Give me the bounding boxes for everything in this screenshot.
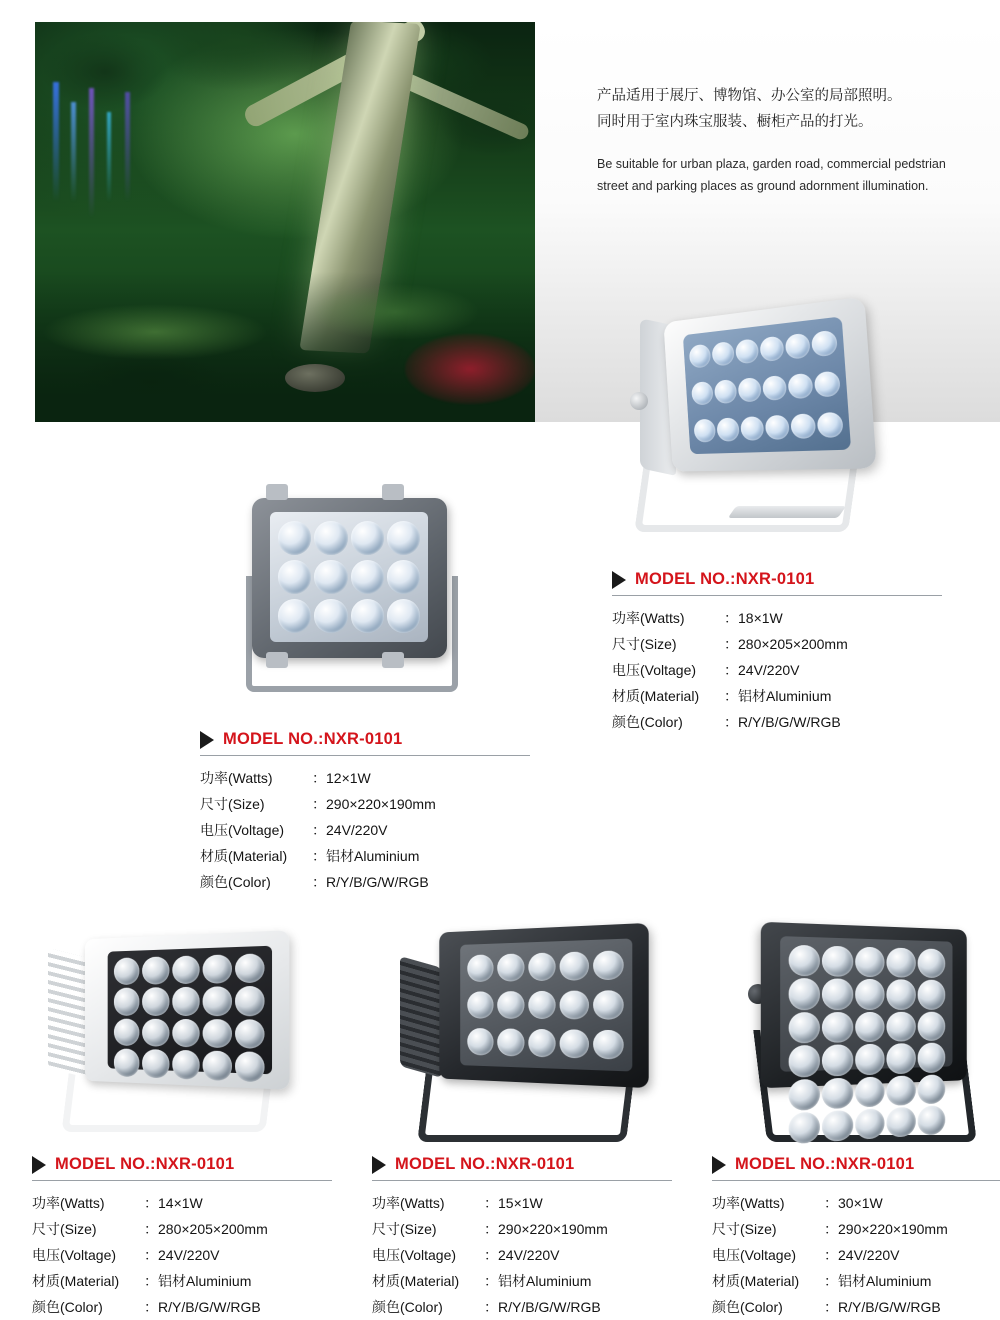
spec-label-voltage: 电压(Voltage) (200, 822, 285, 838)
product-image-30w (742, 918, 977, 1143)
table-row (200, 791, 436, 817)
product-image-12w (232, 480, 472, 710)
lamp-tab (266, 484, 288, 500)
spec-label-size: 尺寸(Size) (712, 1221, 777, 1237)
lamp-led-panel (460, 938, 632, 1071)
spec-value-voltage: 24V/220V (738, 662, 800, 678)
spec-colon: ： (824, 1195, 838, 1211)
lamp-led-panel (780, 936, 952, 1072)
spec-label-watts: 功率(Watts) (32, 1195, 105, 1211)
table-row (712, 1268, 948, 1294)
spec-value-voltage: 24V/220V (498, 1247, 560, 1263)
spec-value-color: R/Y/B/G/W/RGB (498, 1299, 601, 1315)
divider (712, 1180, 1000, 1181)
lamp-foot (728, 506, 846, 518)
spec-label-voltage: 电压(Voltage) (32, 1247, 117, 1263)
table-row (612, 709, 848, 735)
table-row (32, 1242, 268, 1268)
spec-value-color: R/Y/B/G/W/RGB (158, 1299, 261, 1315)
table-row (712, 1242, 948, 1268)
spec-value-material: 铝材Aluminium (838, 1273, 932, 1289)
spec-colon: ： (144, 1247, 158, 1263)
intro-chinese-line1: 产品适用于展厅、博物馆、办公室的局部照明。 (597, 88, 902, 104)
spec-value-watts: 30×1W (838, 1195, 883, 1211)
spec-value-material: 铝材Aluminium (738, 688, 832, 704)
table-row (372, 1242, 608, 1268)
spec-table (200, 765, 436, 895)
spec-colon: ： (484, 1273, 498, 1289)
spec-colon: ： (724, 688, 738, 704)
table-row (712, 1294, 948, 1320)
spec-label-voltage: 电压(Voltage) (712, 1247, 797, 1263)
table-row (612, 605, 848, 631)
spec-header (32, 1155, 332, 1174)
spec-value-material: 铝材Aluminium (498, 1273, 592, 1289)
spec-value-color: R/Y/B/G/W/RGB (738, 714, 841, 730)
lamp-led-panel (108, 946, 272, 1075)
spec-value-voltage: 24V/220V (838, 1247, 900, 1263)
spec-block-12w (200, 730, 530, 895)
spec-label-color: 颜色(Color) (32, 1299, 103, 1315)
spec-value-watts: 14×1W (158, 1195, 203, 1211)
spec-value-color: R/Y/B/G/W/RGB (326, 874, 429, 890)
spec-block-14w (32, 1155, 332, 1320)
spec-value-material: 铝材Aluminium (158, 1273, 252, 1289)
lamp-frame (252, 498, 447, 658)
divider (612, 595, 942, 596)
spec-colon: ： (312, 770, 326, 786)
table-row (612, 683, 848, 709)
divider (372, 1180, 672, 1181)
intro-text-block (597, 83, 957, 197)
spec-label-material: 材质(Material) (200, 848, 288, 864)
spec-colon: ： (824, 1273, 838, 1289)
spec-label-watts: 功率(Watts) (200, 770, 273, 786)
table-row (612, 631, 848, 657)
lamp-frame (761, 922, 967, 1088)
spec-colon: ： (824, 1221, 838, 1237)
spec-header (712, 1155, 1000, 1174)
spec-label-material: 材质(Material) (612, 688, 700, 704)
spec-value-watts: 15×1W (498, 1195, 543, 1211)
spec-value-size: 290×220×190mm (326, 796, 436, 812)
lamp-led-panel (683, 316, 851, 454)
divider (32, 1180, 332, 1181)
spec-header (200, 730, 530, 749)
product-image-14w (48, 925, 288, 1140)
spec-colon: ： (724, 714, 738, 730)
table-row (712, 1216, 948, 1242)
product-image-18w (612, 300, 882, 535)
spec-block-15w (372, 1155, 672, 1320)
spec-table (372, 1190, 608, 1320)
spec-label-size: 尺寸(Size) (372, 1221, 437, 1237)
table-row (200, 817, 436, 843)
lamp-tab (382, 652, 404, 668)
spec-label-watts: 功率(Watts) (372, 1195, 445, 1211)
spec-label-voltage: 电压(Voltage) (612, 662, 697, 678)
spec-value-watts: 18×1W (738, 610, 783, 626)
spec-block-18w (612, 570, 942, 735)
table-row (32, 1294, 268, 1320)
spec-colon: ： (824, 1247, 838, 1263)
spec-colon: ： (824, 1299, 838, 1315)
spec-colon: ： (144, 1221, 158, 1237)
spec-label-size: 尺寸(Size) (200, 796, 265, 812)
spec-table (612, 605, 848, 735)
spec-colon: ： (144, 1195, 158, 1211)
lamp-knob (630, 392, 648, 410)
spec-value-voltage: 24V/220V (158, 1247, 220, 1263)
spec-colon: ： (312, 874, 326, 890)
intro-chinese-line2: 同时用于室内珠宝服装、橱柜产品的打光。 (597, 114, 873, 130)
spec-value-size: 290×220×190mm (838, 1221, 948, 1237)
spec-value-watts: 12×1W (326, 770, 371, 786)
spec-label-watts: 功率(Watts) (612, 610, 685, 626)
table-row (372, 1216, 608, 1242)
table-row (372, 1190, 608, 1216)
table-row (200, 843, 436, 869)
spec-value-size: 280×205×200mm (738, 636, 848, 652)
spec-value-material: 铝材Aluminium (326, 848, 420, 864)
table-row (32, 1268, 268, 1294)
triangle-bullet-icon (372, 1156, 386, 1174)
model-number: MODEL NO.:NXR-0101 (635, 570, 815, 588)
photo-blue-lights (45, 82, 165, 262)
table-row (32, 1216, 268, 1242)
spec-colon: ： (724, 610, 738, 626)
table-row (372, 1294, 608, 1320)
spec-colon: ： (484, 1195, 498, 1211)
spec-label-watts: 功率(Watts) (712, 1195, 785, 1211)
lamp-frame (663, 296, 876, 471)
spec-header (372, 1155, 672, 1174)
triangle-bullet-icon (200, 731, 214, 749)
spec-table (32, 1190, 268, 1320)
spec-value-voltage: 24V/220V (326, 822, 388, 838)
intro-chinese (597, 83, 957, 135)
spec-colon: ： (312, 796, 326, 812)
hero-photo-garden-lighting (35, 22, 535, 422)
spec-header (612, 570, 942, 589)
lamp-tab (266, 652, 288, 668)
spec-label-material: 材质(Material) (372, 1273, 460, 1289)
lamp-frame (85, 930, 290, 1090)
spec-colon: ： (724, 636, 738, 652)
intro-english: Be suitable for urban plaza, garden road, commercial pedstrian street and parking places as ground adornment illumination. (597, 157, 946, 193)
spec-label-material: 材质(Material) (712, 1273, 800, 1289)
spec-label-size: 尺寸(Size) (32, 1221, 97, 1237)
spec-label-color: 颜色(Color) (372, 1299, 443, 1315)
spec-colon: ： (484, 1299, 498, 1315)
spec-value-size: 280×205×200mm (158, 1221, 268, 1237)
lamp-led-panel (270, 512, 428, 642)
triangle-bullet-icon (32, 1156, 46, 1174)
photo-bush-red (405, 334, 535, 404)
spec-label-color: 颜色(Color) (612, 714, 683, 730)
lamp-heatsink-fins (400, 956, 442, 1078)
triangle-bullet-icon (612, 571, 626, 589)
spec-colon: ： (312, 822, 326, 838)
lamp-frame (439, 923, 648, 1088)
spec-label-material: 材质(Material) (32, 1273, 120, 1289)
table-row (372, 1268, 608, 1294)
spec-label-size: 尺寸(Size) (612, 636, 677, 652)
spec-label-color: 颜色(Color) (712, 1299, 783, 1315)
divider (200, 755, 530, 756)
table-row (612, 657, 848, 683)
lamp-tab (382, 484, 404, 500)
spec-table (712, 1190, 948, 1320)
model-number: MODEL NO.:NXR-0101 (223, 730, 403, 748)
model-number: MODEL NO.:NXR-0101 (395, 1155, 575, 1173)
photo-rock (285, 364, 345, 392)
spec-colon: ： (144, 1299, 158, 1315)
table-row (200, 765, 436, 791)
spec-label-color: 颜色(Color) (200, 874, 271, 890)
photo-bush-dark (75, 352, 225, 412)
spec-label-voltage: 电压(Voltage) (372, 1247, 457, 1263)
model-number: MODEL NO.:NXR-0101 (55, 1155, 235, 1173)
spec-colon: ： (484, 1221, 498, 1237)
spec-value-size: 290×220×190mm (498, 1221, 608, 1237)
lamp-heatsink-fins (48, 948, 88, 1078)
spec-block-30w (712, 1155, 1000, 1320)
spec-colon: ： (312, 848, 326, 864)
spec-colon: ： (144, 1273, 158, 1289)
model-number: MODEL NO.:NXR-0101 (735, 1155, 915, 1173)
spec-colon: ： (484, 1247, 498, 1263)
table-row (200, 869, 436, 895)
product-image-15w (400, 920, 640, 1145)
spec-colon: ： (724, 662, 738, 678)
table-row (32, 1190, 268, 1216)
triangle-bullet-icon (712, 1156, 726, 1174)
spec-value-color: R/Y/B/G/W/RGB (838, 1299, 941, 1315)
table-row (712, 1190, 948, 1216)
